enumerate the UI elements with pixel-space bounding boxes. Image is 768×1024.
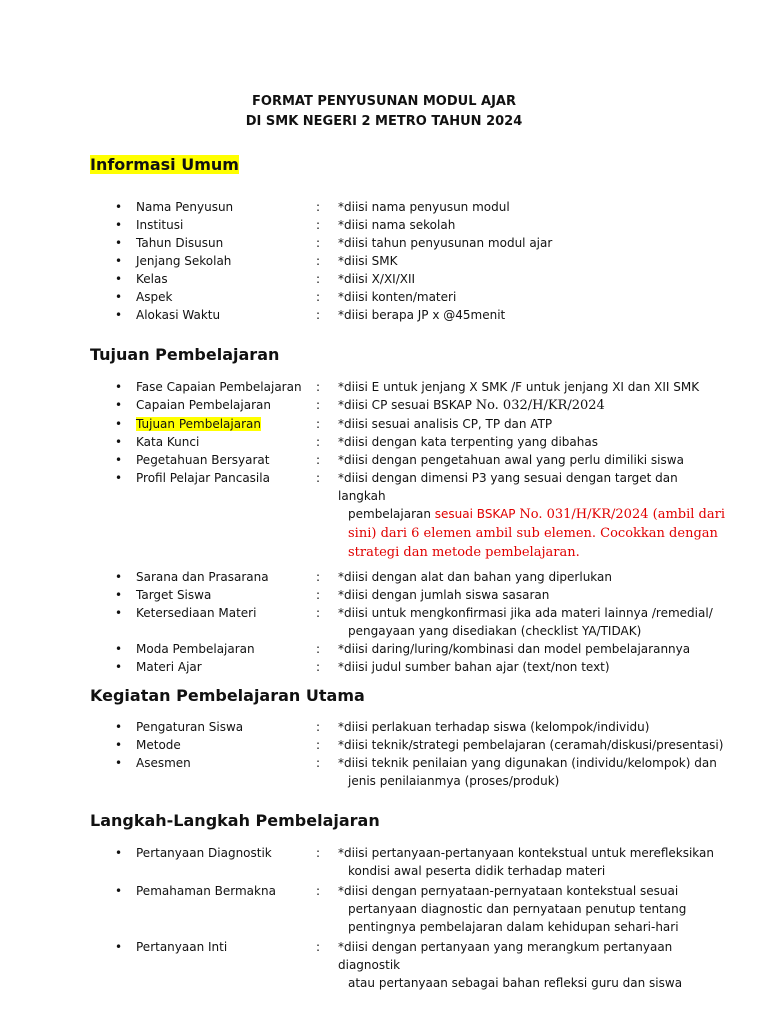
document-title-line1: FORMAT PENYUSUNAN MODUL AJAR — [252, 94, 516, 109]
langkah-pembelajaran-list — [0, 844, 768, 992]
bullet-icon: • — [115, 471, 123, 485]
list-item: • Pertanyaan Inti : *diisi dengan pertanyaan yang merangkum pertanyaan diagnostik atau pertanyaan sebagai bahan refleksi guru dan siswa — [115, 940, 683, 990]
list-item: • Kelas : *diisi X/XI/XII — [115, 272, 416, 286]
bullet-icon: • — [115, 642, 123, 656]
bullet-icon: • — [115, 218, 123, 232]
list-item: • Nama Penyusun : *diisi nama penyusun modul — [115, 200, 510, 214]
list-item: • Institusi : *diisi nama sekolah — [115, 218, 456, 232]
bullet-icon: • — [115, 398, 123, 412]
bullet-icon: • — [115, 846, 123, 860]
list-item: • Ketersediaan Materi : *diisi untuk mengkonfirmasi jika ada materi lainnya /remedial/ pengayaan yang disediakan (checklist YA/TIDAK) — [115, 606, 713, 638]
bullet-icon: • — [115, 417, 123, 431]
list-item: • Aspek : *diisi konten/materi — [115, 290, 457, 304]
bullet-icon: • — [115, 290, 123, 304]
bullet-icon: • — [115, 720, 123, 734]
bullet-icon: • — [115, 308, 123, 322]
section-heading-informasi-umum: Informasi Umum — [90, 155, 239, 174]
list-item: • Jenjang Sekolah : *diisi SMK — [115, 254, 398, 268]
bullet-icon: • — [115, 940, 123, 954]
bullet-icon: • — [115, 738, 123, 752]
list-item: • Materi Ajar : *diisi judul sumber bahan ajar (text/non text) — [115, 660, 610, 674]
document-title-line2: DI SMK NEGERI 2 METRO TAHUN 2024 — [245, 114, 523, 129]
bullet-icon: • — [115, 588, 123, 602]
tujuan-pembelajaran-list — [0, 378, 768, 676]
kegiatan-pembelajaran-list — [0, 718, 768, 790]
bullet-icon: • — [115, 254, 123, 268]
section-heading-tujuan-pembelajaran: Tujuan Pembelajaran — [90, 345, 280, 364]
list-item: • Asesmen : *diisi teknik penilaian yang digunakan (individu/kelompok) dan jenis penilaianmya (proses/produk) — [115, 756, 717, 788]
list-item: • Metode : *diisi teknik/strategi pembelajaran (ceramah/diskusi/presentasi) — [115, 738, 724, 752]
bullet-icon: • — [115, 380, 123, 394]
list-item: • Sarana dan Prasarana : *diisi dengan alat dan bahan yang diperlukan — [115, 570, 612, 584]
section-heading-kegiatan-pembelajaran: Kegiatan Pembelajaran Utama — [90, 686, 365, 705]
list-item: • Fase Capaian Pembelajaran : *diisi E untuk jenjang X SMK /F untuk jenjang XI dan XII SMK — [115, 380, 700, 394]
list-item: • Pegetahuan Bersyarat : *diisi dengan pengetahuan awal yang perlu dimiliki siswa — [115, 453, 684, 467]
list-item: • Pertanyaan Diagnostik : *diisi pertanyaan-pertanyaan kontekstual untuk merefleksikan kondisi awal peserta didik terhadap materi — [115, 846, 715, 878]
list-item: • Alokasi Waktu : *diisi berapa JP x @45menit — [115, 308, 506, 322]
list-item: • Kata Kunci : *diisi dengan kata terpenting yang dibahas — [115, 435, 598, 449]
bullet-icon: • — [115, 756, 123, 770]
bullet-icon: • — [115, 606, 123, 620]
list-item: • Tahun Disusun : *diisi tahun penyusunan modul ajar — [115, 236, 553, 250]
list-item: • Moda Pembelajaran : *diisi daring/luring/kombinasi dan model pembelajarannya — [115, 642, 691, 656]
bullet-icon: • — [115, 660, 123, 674]
list-item: • Tujuan Pembelajaran : *diisi sesuai analisis CP, TP dan ATP — [115, 417, 553, 431]
informasi-umum-list — [0, 198, 768, 324]
bullet-icon: • — [115, 570, 123, 584]
list-item: • Target Siswa : *diisi dengan jumlah siswa sasaran — [115, 588, 550, 602]
bullet-icon: • — [115, 200, 123, 214]
section-heading-langkah-pembelajaran: Langkah-Langkah Pembelajaran — [90, 811, 380, 830]
bullet-icon: • — [115, 435, 123, 449]
list-item: • Profil Pelajar Pancasila : *diisi dengan dimensi P3 yang sesuai dengan target dan langkah pembelajaran sesuai BSKAP No. 031/H/KR/2024 (ambil dari sini) dari 6 elemen ambil sub elemen. Cocokkan dengan strategi dan metode pembelajaran. — [115, 471, 725, 560]
list-item: • Pengaturan Siswa : *diisi perlakuan terhadap siswa (kelompok/individu) — [115, 720, 650, 734]
bullet-icon: • — [115, 236, 123, 250]
list-item: • Capaian Pembelajaran : *diisi CP sesuai BSKAP No. 032/H/KR/2024 — [115, 398, 605, 413]
list-item: • Pemahaman Bermakna : *diisi dengan pernyataan-pernyataan kontekstual sesuai pertanyaan diagnostic dan pernyataan penutup tentang pentingnya pembelajaran dalam kehidupan sehari-hari — [115, 884, 687, 934]
bullet-icon: • — [115, 453, 123, 467]
bullet-icon: • — [115, 884, 123, 898]
bullet-icon: • — [115, 272, 123, 286]
